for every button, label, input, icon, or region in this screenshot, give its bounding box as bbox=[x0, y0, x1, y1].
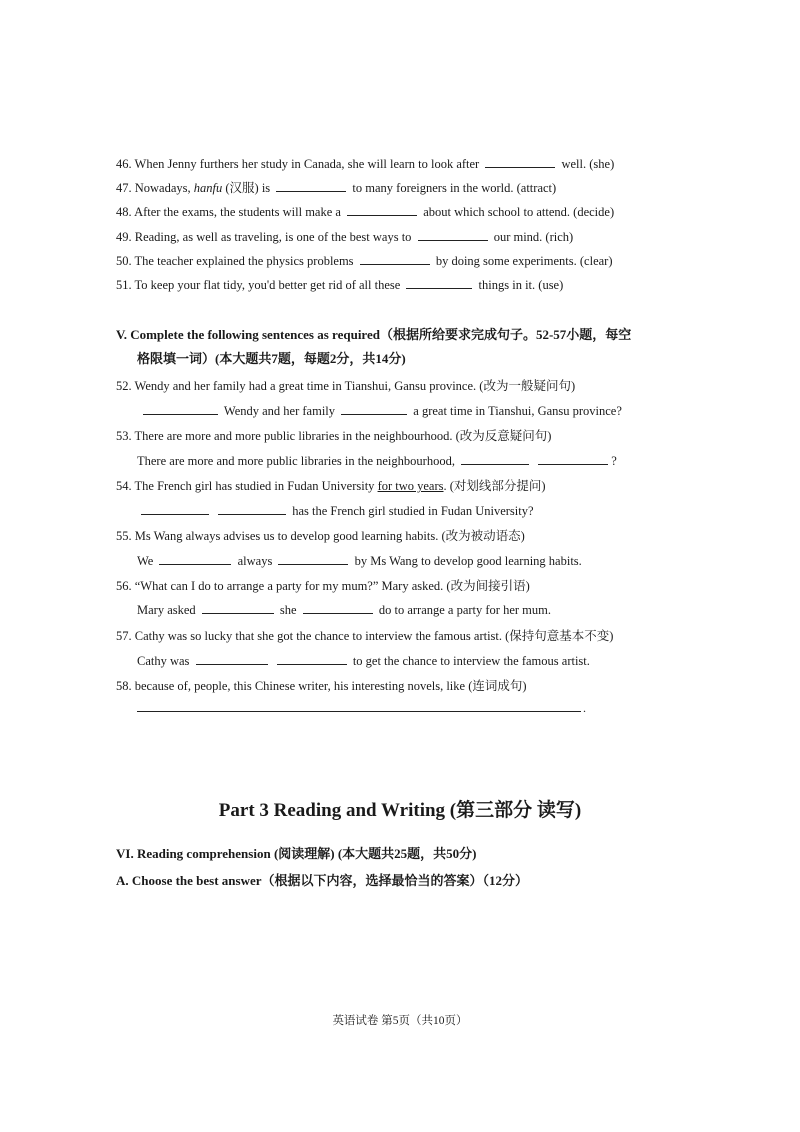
question-58 bbox=[116, 678, 527, 694]
question-number: 58. bbox=[116, 679, 132, 693]
answer-blank[interactable] bbox=[418, 229, 488, 241]
question-hint: to many foreigners in the world. (attract) bbox=[352, 181, 557, 195]
section-heading-text: V. Complete the following sentences as required bbox=[116, 327, 380, 342]
answer-blank[interactable] bbox=[360, 253, 430, 265]
question-text: The French girl has studied in Fudan University bbox=[134, 479, 375, 493]
question-hint: our mind. (rich) bbox=[493, 230, 574, 244]
answer-text: always bbox=[237, 554, 273, 568]
question-hint: about which school to attend. (decide) bbox=[423, 205, 615, 219]
underlined-phrase: for two years bbox=[377, 479, 444, 493]
question-text: (汉服) is bbox=[225, 181, 271, 195]
question-number: 49. bbox=[116, 230, 132, 244]
answer-line-54 bbox=[137, 503, 534, 519]
italic-word: hanfu bbox=[193, 181, 223, 195]
question-54 bbox=[116, 478, 546, 494]
question-number: 56. bbox=[116, 579, 132, 593]
answer-blank[interactable] bbox=[202, 602, 274, 614]
answer-text: Wendy and her family bbox=[223, 404, 336, 418]
question-number: 52. bbox=[116, 379, 132, 393]
question-text: To keep your flat tidy, you'd better get rid of all these bbox=[134, 278, 401, 292]
question-number: 48. bbox=[116, 205, 132, 219]
answer-blank[interactable] bbox=[406, 277, 472, 289]
answer-line-55 bbox=[137, 553, 582, 569]
question-text: Cathy was so lucky that she got the chance to interview the famous artist. (保持句意基本不变) bbox=[134, 629, 614, 643]
answer-text: a great time in Tianshui, Gansu province? bbox=[413, 404, 622, 418]
section-heading-instructions: （根据所给要求完成句子。52-57小题，每空 bbox=[379, 327, 632, 342]
question-51 bbox=[116, 277, 563, 293]
question-number: 46. bbox=[116, 157, 132, 171]
question-hint: things in it. (use) bbox=[478, 278, 564, 292]
answer-text: Mary asked bbox=[137, 603, 196, 617]
question-text: “What can I do to arrange a party for my mum?” Mary asked. (改为间接引语) bbox=[134, 579, 530, 593]
question-number: 47. bbox=[116, 181, 132, 195]
answer-line-53 bbox=[137, 453, 617, 469]
answer-text: she bbox=[279, 603, 297, 617]
answer-blank[interactable] bbox=[347, 204, 417, 216]
answer-line-57 bbox=[137, 653, 590, 669]
question-number: 54. bbox=[116, 479, 132, 493]
question-number: 55. bbox=[116, 529, 132, 543]
section-heading-instructions: 格限填一词）(本大题共7题，每题2分，共14分) bbox=[137, 351, 406, 366]
answer-text: has the French girl studied in Fudan University? bbox=[292, 504, 534, 518]
answer-text: There are more and more public libraries in the neighbourhood, bbox=[137, 454, 455, 468]
question-hint: by doing some experiments. (clear) bbox=[435, 254, 613, 268]
answer-text: by Ms Wang to develop good learning habits. bbox=[354, 554, 582, 568]
answer-blank[interactable] bbox=[278, 553, 348, 565]
question-text: When Jenny furthers her study in Canada, she will learn to look after bbox=[134, 157, 480, 171]
answer-line-58[interactable] bbox=[137, 711, 581, 712]
answer-line-56 bbox=[137, 602, 551, 618]
answer-blank[interactable] bbox=[141, 503, 209, 515]
answer-blank[interactable] bbox=[303, 602, 373, 614]
sentence-end-period: . bbox=[583, 701, 586, 715]
section-5-heading-cont bbox=[137, 351, 406, 367]
question-49 bbox=[116, 229, 573, 245]
answer-text: We bbox=[137, 554, 154, 568]
question-56 bbox=[116, 578, 530, 594]
answer-blank[interactable] bbox=[276, 180, 346, 192]
answer-blank[interactable] bbox=[538, 453, 608, 465]
answer-blank[interactable] bbox=[461, 453, 529, 465]
question-text: Wendy and her family had a great time in Tianshui, Gansu province. (改为一般疑问句) bbox=[134, 379, 576, 393]
question-text: . (对划线部分提问) bbox=[443, 479, 546, 493]
question-text: There are more and more public libraries in the neighbourhood. (改为反意疑问句) bbox=[134, 429, 552, 443]
answer-blank[interactable] bbox=[218, 503, 286, 515]
question-57 bbox=[116, 628, 613, 644]
answer-blank[interactable] bbox=[143, 403, 218, 415]
question-number: 51. bbox=[116, 278, 132, 292]
question-53 bbox=[116, 428, 551, 444]
question-text: After the exams, the students will make a bbox=[134, 205, 341, 219]
question-text: because of, people, this Chinese writer, his interesting novels, like (连词成句) bbox=[134, 679, 527, 693]
answer-line-52 bbox=[137, 403, 622, 419]
question-number: 57. bbox=[116, 629, 132, 643]
page-footer: 英语试卷 第5页（共10页） bbox=[332, 1015, 468, 1027]
question-55 bbox=[116, 528, 525, 544]
question-text: Reading, as well as traveling, is one of the best ways to bbox=[134, 230, 412, 244]
question-46 bbox=[116, 156, 614, 172]
question-48 bbox=[116, 204, 614, 220]
section-6-heading: VI. Reading comprehension (阅读理解) (本大题共25题，共50分) bbox=[116, 846, 477, 861]
question-52 bbox=[116, 378, 575, 394]
answer-text: Cathy was bbox=[137, 654, 190, 668]
answer-text: do to arrange a party for her mum. bbox=[378, 603, 551, 617]
question-text: Ms Wang always advises us to develop good learning habits. (改为被动语态) bbox=[134, 529, 525, 543]
answer-blank[interactable] bbox=[159, 553, 231, 565]
section-5-heading bbox=[116, 327, 631, 343]
question-50 bbox=[116, 253, 613, 269]
question-47 bbox=[116, 180, 556, 196]
answer-blank[interactable] bbox=[277, 653, 347, 665]
answer-blank[interactable] bbox=[485, 156, 555, 168]
question-number: 53. bbox=[116, 429, 132, 443]
answer-text: ? bbox=[611, 454, 617, 468]
question-text: The teacher explained the physics problems bbox=[134, 254, 354, 268]
question-number: 50. bbox=[116, 254, 132, 268]
question-text: Nowadays, bbox=[134, 181, 191, 195]
answer-blank[interactable] bbox=[196, 653, 268, 665]
section-6a-heading: A. Choose the best answer（根据以下内容，选择最恰当的答案）（12分） bbox=[116, 873, 529, 888]
part-3-title: Part 3 Reading and Writing (第三部分 读写) bbox=[218, 800, 582, 821]
answer-blank[interactable] bbox=[341, 403, 407, 415]
answer-text: to get the chance to interview the famous artist. bbox=[352, 654, 590, 668]
question-hint: well. (she) bbox=[561, 157, 615, 171]
